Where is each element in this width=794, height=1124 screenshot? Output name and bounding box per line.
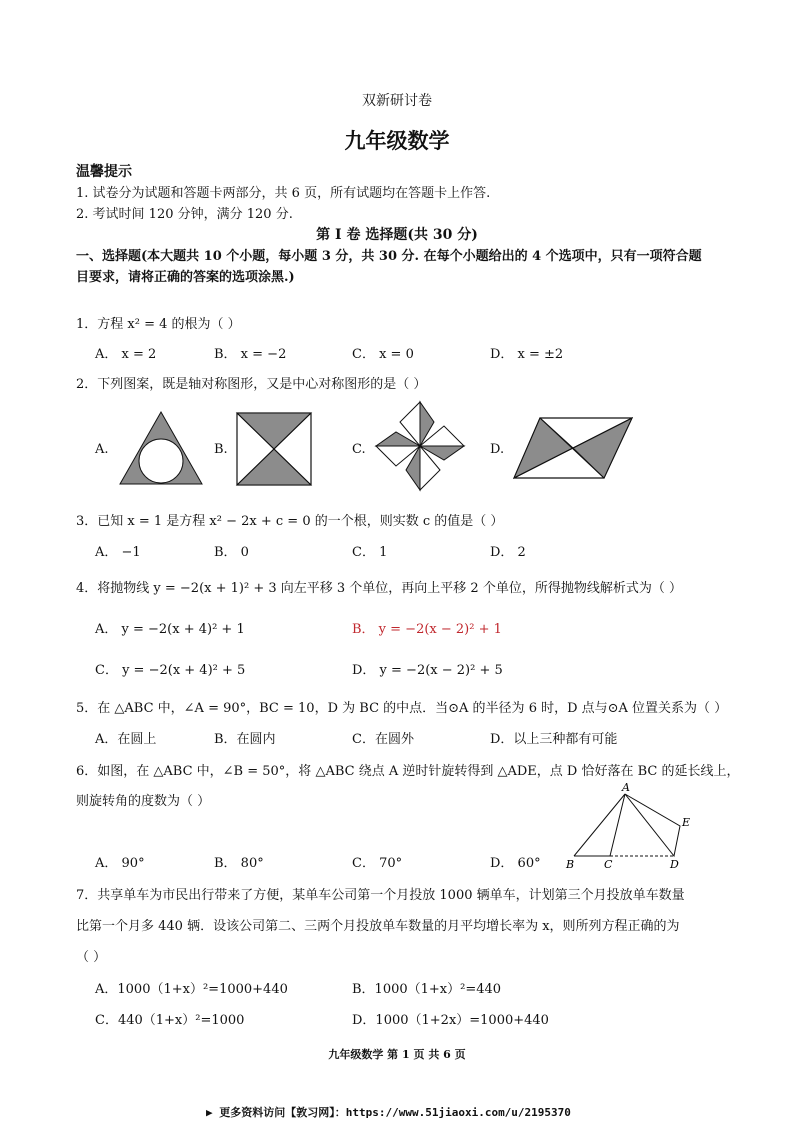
question-3-option-a: A． −1 (95, 545, 141, 560)
question-5-option-b: B．在圆内 (214, 732, 276, 747)
figure-triangle-with-circle (118, 410, 204, 486)
question-5-option-a: A．在圆上 (95, 732, 157, 747)
subject-title: 九年级数学 (344, 128, 450, 153)
question-3-option-c: C． 1 (352, 545, 388, 560)
question-2-option-a: A. (95, 442, 109, 457)
question-4-option-c: C． y = −2(x + 4)² + 5 (95, 663, 246, 678)
promo-link[interactable]: ▶ 更多资料访问【敦习网】：https://www.51jiaoxi.com/u/2195370 (206, 1106, 571, 1119)
figure-rotated-triangles (560, 780, 700, 872)
figure-label-c: C (604, 858, 613, 871)
figure-square-with-diagonals (236, 412, 312, 486)
question-1-option-c: C． x = 0 (352, 347, 414, 362)
question-7-stem-line-3: （ ） (76, 950, 107, 965)
question-2-stem: 2．下列图案，既是轴对称图形，又是中心对称图形的是（ ） (76, 377, 427, 392)
notice-line-1: 1. 试卷分为试题和答题卡两部分，共 6 页，所有试题均在答题卡上作答. (76, 186, 491, 201)
notice-line-2: 2. 考试时间 120 分钟，满分 120 分. (76, 207, 293, 222)
question-7-option-c: C．440（1+x）²=1000 (95, 1013, 245, 1028)
question-4-stem: 4．将抛物线 y = −2(x + 1)² + 3 向左平移 3 个单位，再向上平移 2 个单位，所得抛物线解析式为（ ） (76, 581, 682, 596)
question-1-option-b: B． x = −2 (214, 347, 287, 362)
question-6-option-a: A． 90° (95, 856, 145, 871)
question-6-option-c: C． 70° (352, 856, 403, 871)
question-1-option-a: A． x = 2 (95, 347, 157, 362)
question-6-stem-line-1: 6．如图，在 △ABC 中，∠B = 50°，将 △ABC 绕点 A 逆时针旋转得到 △ADE，点 D 恰好落在 BC 的延长线上， (76, 764, 740, 779)
question-1-option-d: D． x = ±2 (490, 347, 564, 362)
question-1-stem: 1．方程 x² = 4 的根为（ ） (76, 317, 241, 332)
series-title: 双新研讨卷 (362, 93, 432, 109)
section-instructions-line-1: 一、选择题(本大题共 10 个小题，每小题 3 分，共 30 分. 在每个小题给出的 4 个选项中，只有一项符合题 (76, 249, 702, 264)
question-7-stem-line-1: 7．共享单车为市民出行带来了方便，某单车公司第一个月投放 1000 辆单车，计划第三个月投放单车数量 (76, 888, 685, 903)
question-3-option-d: D． 2 (490, 545, 526, 560)
question-2-option-b: B. (214, 442, 228, 457)
question-5-option-c: C．在圆外 (352, 732, 414, 747)
question-5-option-d: D．以上三种都有可能 (490, 732, 618, 747)
question-6-option-b: B． 80° (214, 856, 264, 871)
figure-label-a: A (622, 781, 630, 794)
question-3-option-b: B． 0 (214, 545, 249, 560)
question-4-option-a: A． y = −2(x + 4)² + 1 (95, 622, 245, 637)
question-7-option-a: A．1000（1+x）²=1000+440 (95, 982, 288, 997)
question-7-stem-line-2: 比第一个月多 440 辆．设该公司第二、三两个月投放单车数量的月平均增长率为 x，则所列方程正确的为 (76, 919, 680, 934)
question-2-option-d: D. (490, 442, 505, 457)
question-7-option-d: D．1000（1+2x）=1000+440 (352, 1013, 549, 1028)
notice-heading: 温馨提示 (76, 164, 132, 180)
question-6-option-d: D． 60° (490, 856, 541, 871)
question-4-option-d: D． y = −2(x − 2)² + 5 (352, 663, 503, 678)
question-5-stem: 5．在 △ABC 中，∠A = 90°，BC = 10，D 为 BC 的中点．当⊙A 的半径为 6 时，D 点与⊙A 位置关系为（ ） (76, 701, 728, 716)
question-6-stem-line-2: 则旋转角的度数为（ ） (76, 794, 211, 809)
page-footer: 九年级数学 第 1 页 共 6 页 (328, 1048, 466, 1061)
figure-parallelogram (512, 416, 634, 480)
question-7-option-b: B．1000（1+x）²=440 (352, 982, 502, 997)
figure-label-e: E (682, 816, 691, 829)
figure-pinwheel (374, 400, 466, 492)
question-3-stem: 3．已知 x = 1 是方程 x² − 2x + c = 0 的一个根，则实数 c 的值是（ ） (76, 514, 504, 529)
figure-label-b: B (566, 858, 575, 871)
section-title: 第 I 卷 选择题(共 30 分) (316, 227, 478, 243)
section-instructions-line-2: 目要求，请将正确的答案的选项涂黑.) (76, 270, 295, 285)
figure-label-d: D (670, 858, 679, 871)
question-4-option-b: B． y = −2(x − 2)² + 1 (352, 622, 502, 637)
question-2-option-c: C. (352, 442, 366, 457)
